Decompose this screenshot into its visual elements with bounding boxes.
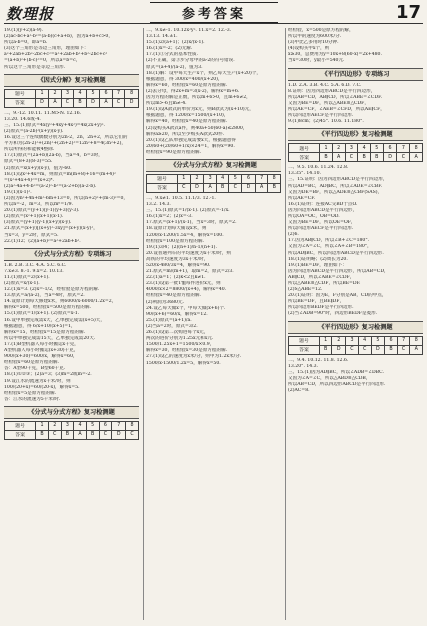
answer-line: 19.(1)(y+2)(a-9). [4, 28, 44, 33]
answer-line: (2)利润为3680元. [146, 299, 185, 305]
answer-line: 所以AE=CF，∠AEB=∠CFD，所以AE∥CF， [288, 106, 385, 112]
answer-line: 22.(1)a=1；(2)k<2且k≠1. [146, 275, 206, 281]
answer-line: 19.(1)BE=DF，理由如下： [288, 262, 347, 268]
answer-line: (2)a²-4a+4-b²=(a-2)²-b²=(a-2+b)(a-2-b). [4, 183, 97, 189]
table-cell: A [332, 153, 345, 162]
answer-line: 1.B. 2.B. 3.C. 4.A. 5.C. 6.C. [4, 262, 67, 268]
answer-line: 13.2. 14.3. [146, 202, 171, 208]
table-cell: 题号 [147, 174, 178, 183]
table-cell: B [370, 153, 383, 162]
answer-table [146, 174, 281, 193]
answer-line: =(x²+4x+4)²=(x+2)⁴. [4, 177, 54, 183]
section-heading: 《因式分解》复习检测题 [4, 74, 139, 87]
answer-line: 因为方程的解是正数，所以m+6>0，且m+6≠2， [146, 95, 251, 101]
answer-line: 解得x=500，经检验x=500是原方程的解. [4, 305, 92, 311]
table-cell: 题号 [5, 89, 36, 98]
answer-line: 又因为∠A=∠C，所以△ABD≌△CDB， [288, 375, 371, 381]
table-cell: 2 [332, 336, 346, 345]
table-cell: 2 [332, 144, 345, 153]
answer-line: (2)当a=2时，原式=3/2. [146, 323, 198, 329]
table-cell: B [86, 430, 99, 439]
section-heading: 《分式与分式方程》复习检测题 [4, 406, 139, 419]
table-cell: D [190, 183, 204, 192]
table-cell: C [177, 183, 190, 192]
answer-line: 二、9.4. 10.12. 11.8. 12.6. [288, 357, 349, 363]
section-heading: 《分式与分式方程》复习检测题 [146, 159, 281, 172]
answer-line: 经检验x=40是原方程的解. [146, 293, 202, 299]
answer-line: 原式=(8+3)(8-3)=55. [4, 159, 53, 165]
table-cell: 4 [358, 144, 371, 153]
answer-text-block [288, 28, 423, 65]
table-cell: C [397, 153, 410, 162]
answer-line: 原式=(a+4)/(a-2)，值为3. [146, 64, 203, 70]
table-cell: 5 [370, 144, 383, 153]
answer-line: 答：江水的流速为5千米/时. [4, 396, 61, 402]
table-row [5, 421, 139, 430]
answer-column-2 [146, 28, 281, 622]
answer-line: 13.20°. 14.3. [288, 363, 319, 369]
answer-line: 所以n=-2，m=3，所以mⁿ=1/9. [4, 202, 74, 208]
answer-line: 解得x=60，经检验x=60是原方程的解. [146, 82, 228, 88]
answer-line: 解得x=30，经检验x=30是原方程的解. [146, 348, 228, 354]
answer-line: 20.(1)原式=(y+1)(y-1)(y+3)(y-3). [4, 208, 80, 214]
answer-line: 三、15.(1)原式=4x(y²+4xy+4x²)=4x(2x+y)². [4, 122, 105, 128]
answer-line: 17.(1)B型机器人每小时搬运x千克， [4, 341, 79, 347]
answer-line: (2)设购买A款式a件，则40a+50(60-a)≤2800， [146, 125, 248, 131]
answer-line: (2)AC=8. [288, 388, 310, 394]
table-cell: B [74, 98, 86, 107]
table-cell: 题号 [289, 336, 320, 345]
answer-line: 所以a-b=0，即a=b. [4, 40, 48, 46]
answer-line: 26.(1)设第二次购进每个x元， [146, 330, 209, 336]
answer-line: 1200/x-1200/1.5x=4，解得x=100. [146, 232, 224, 238]
answer-line: 23.(1)设第一批T恤每件进价x元，则 [146, 281, 221, 287]
table-cell: 5 [86, 89, 100, 98]
answer-text-block [288, 83, 423, 126]
answer-line: 所以AB=CD，所以四边形ABCD是平行四边形. [288, 381, 386, 387]
answer-table [4, 89, 139, 108]
answer-line: 13.20. 14.6或-4. [4, 116, 41, 122]
table-cell: A [74, 430, 87, 439]
table-cell: 8 [410, 144, 423, 153]
table-cell: C [229, 183, 242, 192]
answer-line: 7.x≠3. 8.-1. 9.x=2. 10.13. [4, 268, 64, 274]
answer-line: 25.(1)原式=(a+1)/a. [146, 317, 192, 323]
answer-line: 100/(20+x)=60/(20-x)，解得x=5. [4, 384, 80, 390]
answer-line: 21.原式=(x+y)[(x+y)²-3xy]=(x+y)(x-y)²， [4, 226, 98, 232]
answer-line: 二、9.x≠-1. 10.12x²y². 11.x=2. 12.-3. [146, 28, 232, 33]
answer-line: 所以AD∥BC，所以四边形ABCD是平行四边形. [288, 250, 384, 256]
answer-line: 17.(1)原式=(2a+b)(2a-b)，当a=4，b=3时， [4, 153, 103, 159]
answer-text-block [4, 111, 139, 245]
column-divider [285, 28, 286, 620]
answer-line: (2)S△ABE=12. [288, 287, 323, 293]
answer-line: 15.(1)原式=1/(x+1). (2)原式=x-1. [4, 311, 80, 317]
answer-line: 14.设原计划每天修建x米，则6000/x-6000/1.2x=2， [4, 299, 117, 305]
answer-line: (2)因为n²+4n+m²-6m+13=0，所以(n+2)²+(m-3)²=0， [4, 195, 128, 201]
answer-line: 所以所得的和能被4整除. [4, 147, 55, 153]
answer-line: 又因为BE=DF，所以OE=OF， [288, 220, 356, 226]
table-cell: 6 [385, 336, 398, 345]
answer-line: AB∥CD，所以∠ABE=∠CDF， [288, 274, 355, 280]
answer-line: 所以四边形BEDF是平行四边形. [288, 305, 354, 311]
answer-line: A型机器人每小时搬运(x+30)千克， [4, 348, 79, 354]
table-cell: 7 [397, 144, 410, 153]
header-divider [4, 23, 423, 24]
table-cell: 8 [268, 174, 281, 183]
table-cell: 4 [74, 89, 86, 98]
table-row [5, 98, 139, 107]
table-cell: B [216, 183, 229, 192]
table-cell: 7 [255, 174, 268, 183]
answer-line: 所以甲的速度为600米/分. [288, 34, 342, 40]
table-cell: 题号 [5, 421, 36, 430]
answer-line: 20.(1)证明：因为E，F分别是AB，CD的中点， [288, 293, 387, 299]
table-cell: C [345, 153, 358, 162]
answer-line: 三、15.证明：因为四边形ABCD是平行四边形， [288, 177, 388, 183]
table-cell: D [371, 345, 385, 354]
section-heading: 《平行四边形》复习检测题 [288, 321, 423, 334]
page-title: 参考答案 [181, 7, 246, 22]
answer-line: (2)6. [288, 232, 299, 238]
answer-line: 所以四边形AECF是平行四边形. [288, 113, 354, 119]
answer-line: 900/(x+30)=600/x，解得x=60， [4, 354, 78, 360]
table-cell: A [204, 183, 217, 192]
table-cell: 2 [190, 174, 204, 183]
table-cell: B [268, 183, 281, 192]
table-cell: B [36, 430, 49, 439]
table-cell: 3 [204, 174, 217, 183]
answer-line: 22.(1)12；(2)(a+b)²=a²+2ab+b². [4, 238, 81, 244]
table-cell: 8 [126, 421, 139, 430]
answer-line: 又因为BE=DF，所以△ABE≌△CDF， [288, 100, 369, 106]
table-cell: 6 [100, 89, 112, 98]
table-row [147, 174, 281, 183]
answer-line: 16.设甲单独完成需x天，乙单独完成需(x+5)天， [4, 317, 105, 323]
answer-line: a²+2ab+2b²-2bc+c²=a²+2ab+b²+b²-2bc+c² [4, 52, 108, 58]
answer-line: 1500/1.25x+1=1500/x×0.9， [146, 342, 215, 348]
answer-line: 经检验，x=500是原方程的解， [288, 28, 354, 33]
table-cell: 7 [397, 336, 410, 345]
answer-line: 13.35°. 14.10. [288, 171, 321, 177]
answer-line: 24.设乙每天做x个，甲每天做(x+6)个. [146, 305, 226, 311]
table-cell: C [126, 430, 139, 439]
answer-line: 15.(1)2/(a+1)；(2)x/(x-1). [146, 40, 205, 46]
answer-line: 12.(1)x=3. (2)x=-1/2，经检验是原方程的解. [4, 287, 100, 293]
answer-line: 所以甲单独完成需15天，乙单独完成需20天. [4, 335, 96, 341]
table-cell: 1 [319, 336, 332, 345]
table-cell: C [61, 98, 74, 107]
answer-line: 二、9.5. 10.6. 11.24. 12.8. [288, 165, 349, 171]
answer-line: 二、9.-12. 10.11. 11.M>N. 12.16. [4, 110, 82, 116]
answer-line: 520/x-480/3x=4，解得x=90. [146, 263, 211, 268]
answer-line: 20.(1)设乙队单独完成需要x天，根据题意得 [146, 137, 236, 143]
answer-line: 所以△ABE≌△CDF，所以BE=DF. [288, 281, 361, 286]
answer-line: 所以OA=OC，OB=OD. [288, 213, 340, 219]
answer-table [288, 143, 423, 162]
answer-line: 90/(x+6)=60/x，解得x=12. [146, 311, 208, 317]
table-cell: 答案 [289, 153, 320, 162]
table-cell: 6 [383, 144, 397, 153]
answer-table [4, 421, 139, 440]
table-cell: 6 [242, 174, 256, 183]
answer-line: 1.D. 2.A. 3.B. 4.C. 5.A. 6.D. 7.C. [288, 82, 362, 88]
table-cell: D [35, 98, 49, 107]
table-cell: 1 [36, 421, 49, 430]
answer-line: 因为四边形ABCD是平行四边形， [288, 207, 358, 213]
table-cell: A [410, 153, 423, 162]
answer-line: 所以AD=BC，AD∥BC，所以∠ADE=∠CBF. [288, 183, 383, 189]
answer-line: 三、15.(1)原式=1/(x-1). (2)原式=-1/x. [146, 208, 230, 214]
table-cell: B [358, 153, 371, 162]
answer-line: (2)原式=(x²+1)(x+1)(x-1). [4, 214, 64, 220]
answer-line: 18.(1)解：设甲每天生产x个，则乙每天生产(x+20)个， [146, 70, 261, 76]
answer-line: 17.原式=(x+1)/(x-1)，当x=3时，原式=2. [146, 220, 237, 226]
answer-line: 平方和为(2n-2)²+(2n)²+(2n+2)²=12n²+8=4(3n²+2)， [4, 141, 126, 147]
answer-line: 16.(1)x=2；(2)x=-3. [146, 214, 193, 220]
answer-line: 当x=30时，y最小=540元. [288, 58, 345, 64]
table-cell: 3 [345, 144, 358, 153]
table-cell: 2 [49, 89, 61, 98]
answer-line: x≥30，总费用为y=10x+8(60-x)=2x+480. [288, 52, 382, 58]
answer-text-block [4, 263, 139, 403]
answer-line: 经检验x=5是原方程的解. [4, 390, 57, 396]
table-cell: B [319, 345, 332, 354]
answer-line: 根据题意，得 300/x=400/(x+20)， [146, 76, 223, 82]
table-cell: 5 [86, 421, 99, 430]
answer-table [288, 336, 423, 355]
table-cell: 答案 [5, 430, 36, 439]
page-header [0, 0, 427, 24]
table-cell: 3 [61, 89, 74, 98]
answer-line: 17.(1)①分式的基本性质. [146, 52, 199, 58]
answer-text-block [288, 358, 423, 395]
table-cell: C [346, 345, 359, 354]
table-cell: B [61, 430, 74, 439]
answer-line: 20.设普通列车的平均速度为x千米/时，则 [146, 250, 231, 256]
answer-line: 27.(1)设乙的速度为x米/分，则甲为1.2x米/分. [146, 354, 242, 360]
answer-line: 所以AE=CF. [288, 195, 316, 201]
answer-line: 19.(1)3/4；(2)(n+1)/n-1/(n+1). [146, 244, 217, 250]
table-cell: C [99, 430, 112, 439]
answer-line: 所以AB=CD，AB∥CD，所以∠ABE=∠CDF. [288, 94, 383, 100]
answer-line: 所以这个三角形是等边三角形. [4, 64, 66, 70]
answer-line: 解得x=40，经检验x=40是原方程的解. [146, 119, 228, 125]
answer-line: 13.原式=a/(a-2)，当a=4时，原式=2. [4, 293, 85, 299]
answer-line: 高铁的平均速度为3x千米/时， [146, 256, 209, 262]
answer-line: 18.(1)设x²+4x=m，则原式=m(m+8)+16=(m+4)² [4, 171, 116, 177]
table-row [147, 183, 281, 192]
answer-line: 8.证明：因为四边形ABCD是平行四边形， [288, 88, 376, 94]
brand-logo: 数理报 [6, 5, 55, 23]
answer-line: (3)甲比乙多用时10分钟. [288, 40, 339, 46]
table-cell: A [49, 98, 61, 107]
answer-line: 答：A型90千克，B型60千克. [4, 366, 66, 372]
answer-line: (3)这个三角形是等边三角形，理由如下： [4, 46, 89, 52]
answer-line: (2)原式=(a-2b)²(x+y)(x-y). [4, 128, 64, 134]
table-cell: D [242, 183, 256, 192]
answer-line: 19.(1)设A款式的单价为x元，则B款式为(x+10)元， [146, 107, 254, 113]
table-row [289, 144, 423, 153]
table-cell: 答案 [147, 183, 178, 192]
table-cell: B [320, 153, 333, 162]
table-row [289, 345, 423, 354]
answer-line: 21.原式=m/(m+1)，取m=2，原式=2/3. [146, 269, 234, 275]
answer-line: 解得x=15，经检验x=15是原方程的解. [4, 329, 86, 335]
answer-line: 又因为DE=BF，所以△ADE≌△CBF(SAS)， [288, 189, 383, 195]
answer-line: (2)去分母，得2x+m=3(x-2)，解得x=m+6. [146, 88, 240, 94]
answer-line: 4000/x×2=8800/(x+4)，解得x=40. [146, 287, 227, 293]
answer-line: 根据题意，得 6/x+10/(x+5)=1， [4, 323, 76, 329]
table-cell: 5 [229, 174, 242, 183]
answer-line: 16.设这三个连续偶数分别为2n-2，2n，2n+2，所以它们的 [4, 135, 128, 141]
answer-line: 11.(1)原式=2/(x+1). [4, 274, 50, 280]
answer-line: 18.(1)①②③；(2)a=3；(3)m=2或m=-2. [4, 372, 92, 378]
answer-line: (2)ac-bc+a²-b²=(a-b)(c+a+b)，因为a+b+c>0， [4, 34, 113, 40]
page-title-box [150, 2, 278, 23]
table-cell: 2 [48, 421, 61, 430]
answer-line: 解得a≥20，所以至少购买A款式20件. [146, 131, 225, 137]
answer-line: (2)原式=x/(x-1). [4, 281, 40, 286]
answer-line: 所以四边形AECF是平行四边形. [288, 226, 354, 232]
table-row [289, 336, 423, 345]
answer-line: 19.(1)(x-1)². [4, 189, 32, 195]
answer-line: 二、9.x≠1. 10.5. 11.1/3. 12.-1. [146, 195, 216, 201]
answer-line: 经检验x=100是原方程的解. [146, 238, 205, 244]
table-row [5, 89, 139, 98]
answer-line: 13.13. 14.±1. [146, 34, 178, 40]
table-cell: C [358, 345, 371, 354]
section-heading: 《分式与分式方程》专项练习 [4, 248, 139, 261]
answer-line: 20/60+(20/60+1/x)×24=1，解得x=90. [146, 143, 235, 149]
answer-line: 19.设江水的流速为x千米/时，则 [4, 378, 71, 384]
table-cell: 3 [61, 421, 74, 430]
answer-line: 9.(1)8cm；(2)45°. 10.6. 11.180°. [288, 119, 364, 125]
answer-line: 三、15.(1)因为AD∥BC，所以∠ADB=∠DBC. [288, 369, 384, 375]
answer-text-block [146, 196, 281, 367]
answer-line: 1500/x-1500/1.2x=5，解得x=50. [146, 360, 221, 366]
table-cell: 3 [346, 336, 359, 345]
answer-line: 16.(1)x=-2；(2)无解. [146, 46, 193, 52]
answer-line: 18.设原计划每天铺设x米，则 [146, 226, 207, 232]
table-cell: 1 [35, 89, 49, 98]
table-cell: 答案 [5, 98, 36, 107]
answer-line: 因为四边形ABCD是平行四边形，所以AB=CD， [288, 268, 389, 274]
table-cell: D [383, 153, 397, 162]
table-cell: 题号 [289, 144, 320, 153]
table-cell: 4 [358, 336, 371, 345]
answer-text-block [4, 28, 139, 71]
table-cell: 答案 [289, 345, 320, 354]
answer-line: (2)不正确，第③步分母中的a-2的符号错误. [146, 58, 235, 64]
answer-line: 又因为∠A=∠C，所以∠A+∠B=180°， [288, 244, 372, 250]
answer-line: 经检验x=60是原方程的解. [4, 360, 60, 366]
table-cell: C [397, 345, 410, 354]
answer-line: (2)当∠ADB=90°时，四边形BEDF是菱形. [288, 311, 378, 317]
answer-line: (2)原式=x(x+y)(x-y)，值为-60. [4, 165, 72, 171]
table-cell: 5 [371, 336, 385, 345]
table-cell: 7 [112, 421, 126, 430]
section-heading: 《平行四边形》专项练习 [288, 68, 423, 81]
table-cell: 8 [410, 336, 423, 345]
answer-text-block [146, 28, 281, 156]
page-number: 17 [395, 2, 421, 23]
answer-line: 两次的进价分别为1.25x元和x元. [146, 336, 214, 342]
table-row [289, 153, 423, 162]
table-cell: D [86, 98, 100, 107]
table-cell: D [112, 430, 126, 439]
table-cell: C [112, 98, 125, 107]
answer-line: (4)设购买甲x个，则 [288, 46, 330, 52]
table-cell: A [255, 183, 268, 192]
answer-line: 所以m>-6且m≠-4. [146, 101, 187, 107]
answer-line: =(a+b)²+(b-c)²=0，所以a=b=c， [4, 58, 81, 64]
table-row [5, 430, 139, 439]
answer-line: 当x=3，y=2时，原式=5. [4, 232, 59, 238]
section-heading: 《平行四边形》复习检测题 [288, 128, 423, 141]
answer-line: 根据题意，得 1200/x=1500/(x+10)， [146, 113, 229, 119]
answer-line: 16.(1)证明：连接AC交BD于点O. [288, 201, 358, 207]
answer-line: 经检验x=90是原方程的解. [146, 149, 202, 155]
answer-line: 17.因为AB∥CD，所以∠B+∠C=180°. [288, 238, 370, 244]
table-cell: 8 [125, 89, 139, 98]
table-cell: A [100, 98, 112, 107]
table-cell: C [48, 430, 61, 439]
table-cell: D [125, 98, 139, 107]
table-cell: 4 [74, 421, 87, 430]
table-cell: A [410, 345, 423, 354]
table-cell: B [385, 345, 398, 354]
answer-column-1 [4, 28, 139, 622]
answer-line: 18.(1)证明略；(2)周长为20. [288, 256, 348, 262]
table-cell: 7 [112, 89, 125, 98]
table-cell: 4 [216, 174, 229, 183]
table-cell: 6 [99, 421, 112, 430]
column-divider [143, 28, 144, 620]
table-cell: 1 [177, 174, 190, 183]
table-cell: D [332, 345, 346, 354]
answer-column-3 [288, 28, 423, 622]
answer-text-block [288, 165, 423, 317]
answer-line: (3)原式=(y+1)(y-1)(x+y)(x-y). [4, 220, 72, 226]
table-cell: 1 [320, 144, 333, 153]
answer-line: 所以BE=DF，且BE∥DF， [288, 299, 345, 305]
